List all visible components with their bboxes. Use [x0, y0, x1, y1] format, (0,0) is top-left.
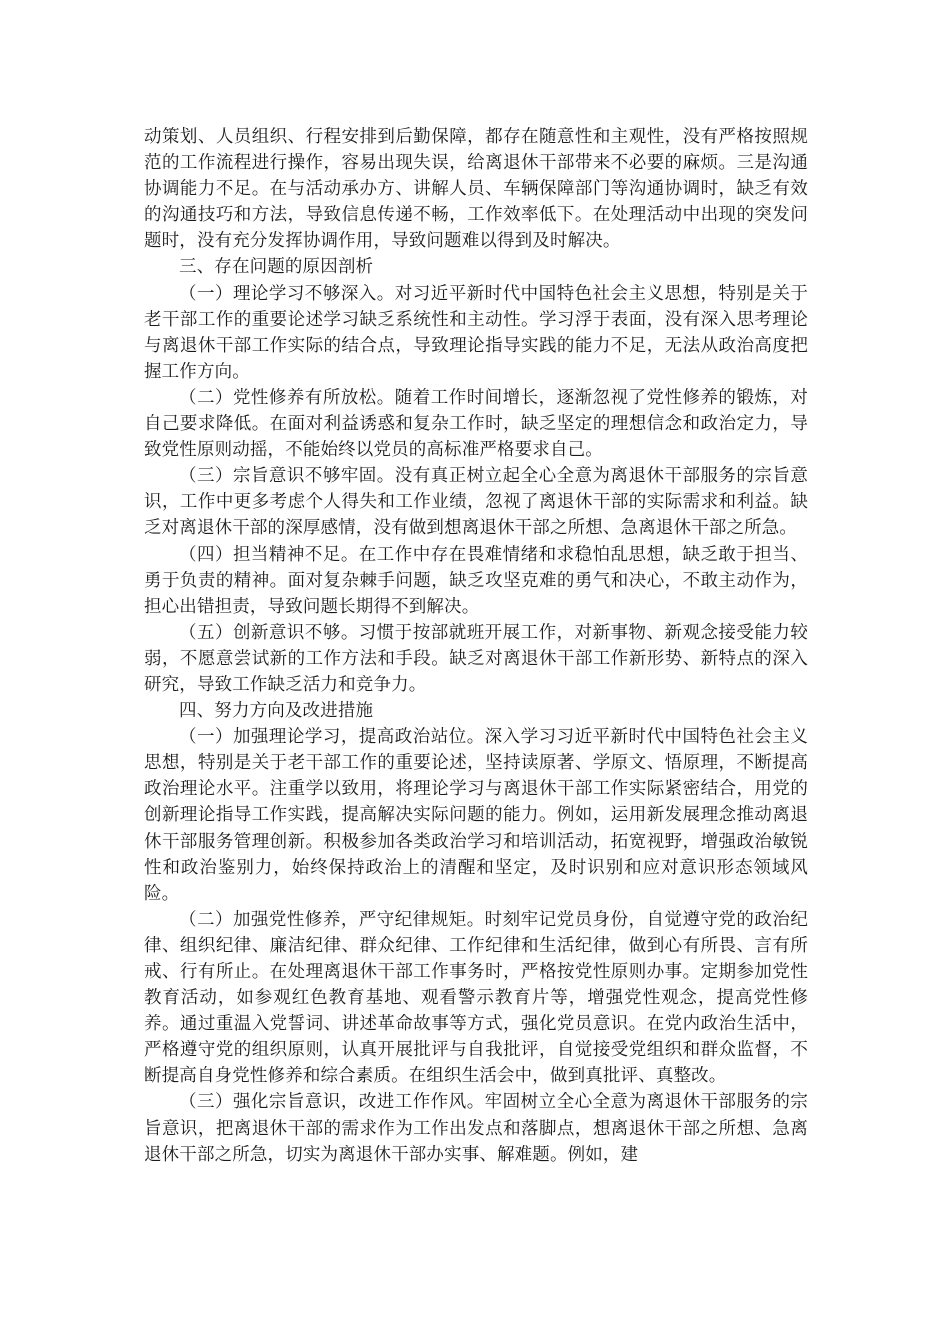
paragraph-cause-1: （一）理论学习不够深入。对习近平新时代中国特色社会主义思想，特别是关于老干部工作的重要论述学习缺乏系统性和主动性。学习浮于表面，没有深入思考理论与离退休干部工作实际的结合点，导致理论指导实践的能力不足，无法从政治高度把握工作方向。	[144, 283, 808, 382]
paragraph-measure-1: （一）加强理论学习，提高政治站位。深入学习习近平新时代中国特色社会主义思想，特别是关于老干部工作的重要论述，坚持读原著、学原文、悟原理，不断提高政治理论水平。注重学以致用，将理论学习与离退休干部工作实际紧密结合，用党的创新理论指导工作实践，提高解决实际问题的能力。例如，运用新发展理念推动离退休干部服务管理创新。积极参加各类政治学习和培训活动，拓宽视野，增强政治敏锐性和政治鉴别力，始终保持政治上的清醒和坚定，及时识别和应对意识形态领域风险。	[144, 727, 808, 904]
paragraph-cause-3: （三）宗旨意识不够牢固。没有真正树立起全心全意为离退休干部服务的宗旨意识，工作中更多考虑个人得失和工作业绩，忽视了离退休干部的实际需求和利益。缺乏对离退休干部的深厚感情，没有做到想离退休干部之所想、急离退休干部之所急。	[144, 466, 808, 539]
paragraph-cause-2: （二）党性修养有所放松。随着工作时间增长，逐渐忽视了党性修养的锻炼，对自己要求降低。在面对利益诱惑和复杂工作时，缺乏坚定的理想信念和政治定力，导致党性原则动摇，不能始终以党员的高标准严格要求自己。	[144, 387, 808, 461]
section-heading-improvement: 四、努力方向及改进措施	[179, 701, 374, 722]
paragraph-measure-3: （三）强化宗旨意识，改进工作作风。牢固树立全心全意为离退休干部服务的宗旨意识，把离退休干部的需求作为工作出发点和落脚点，想离退休干部之所想、急离退休干部之所急，切实为离退休干部办实事、解难题。例如，建	[144, 1092, 808, 1165]
paragraph-cause-5: （五）创新意识不够。习惯于按部就班开展工作，对新事物、新观念接受能力较弱，不愿意尝试新的工作方法和手段。缺乏对离退休干部工作新形势、新特点的深入研究，导致工作缺乏活力和竞争力。	[144, 622, 808, 695]
document-body	[144, 124, 808, 1168]
paragraph-cause-4: （四）担当精神不足。在工作中存在畏难情绪和求稳怕乱思想，缺乏敢于担当、勇于负责的精神。面对复杂棘手问题，缺乏攻坚克难的勇气和决心，不敢主动作为，担心出错担责，导致问题长期得不到解决。	[144, 544, 808, 617]
paragraph-measure-2: （二）加强党性修养，严守纪律规矩。时刻牢记党员身份，自觉遵守党的政治纪律、组织纪律、廉洁纪律、群众纪律、工作纪律和生活纪律，做到心有所畏、言有所戒、行有所止。在处理离退休干部工作事务时，严格按党性原则办事。定期参加党性教育活动，如参观红色教育基地、观看警示教育片等，增强党性观念，提高党性修养。通过重温入党誓词、讲述革命故事等方式，强化党员意识。在党内政治生活中，严格遵守党的组织原则，认真开展批评与自我批评，自觉接受党组织和群众监督，不断提高自身党性修养和综合素质。在组织生活会中，做到真批评、真整改。	[144, 909, 808, 1087]
section-heading-cause-analysis: 三、存在问题的原因剖析	[179, 257, 374, 278]
paragraph-continuation: 动策划、人员组织、行程安排到后勤保障，都存在随意性和主观性，没有严格按照规范的工作流程进行操作，容易出现失误，给离退休干部带来不必要的麻烦。三是沟通协调能力不足。在与活动承办方、讲解人员、车辆保障部门等沟通协调时，缺乏有效的沟通技巧和方法，导致信息传递不畅，工作效率低下。在处理活动中出现的突发问题时，没有充分发挥协调作用，导致问题难以得到及时解决。	[144, 127, 808, 252]
